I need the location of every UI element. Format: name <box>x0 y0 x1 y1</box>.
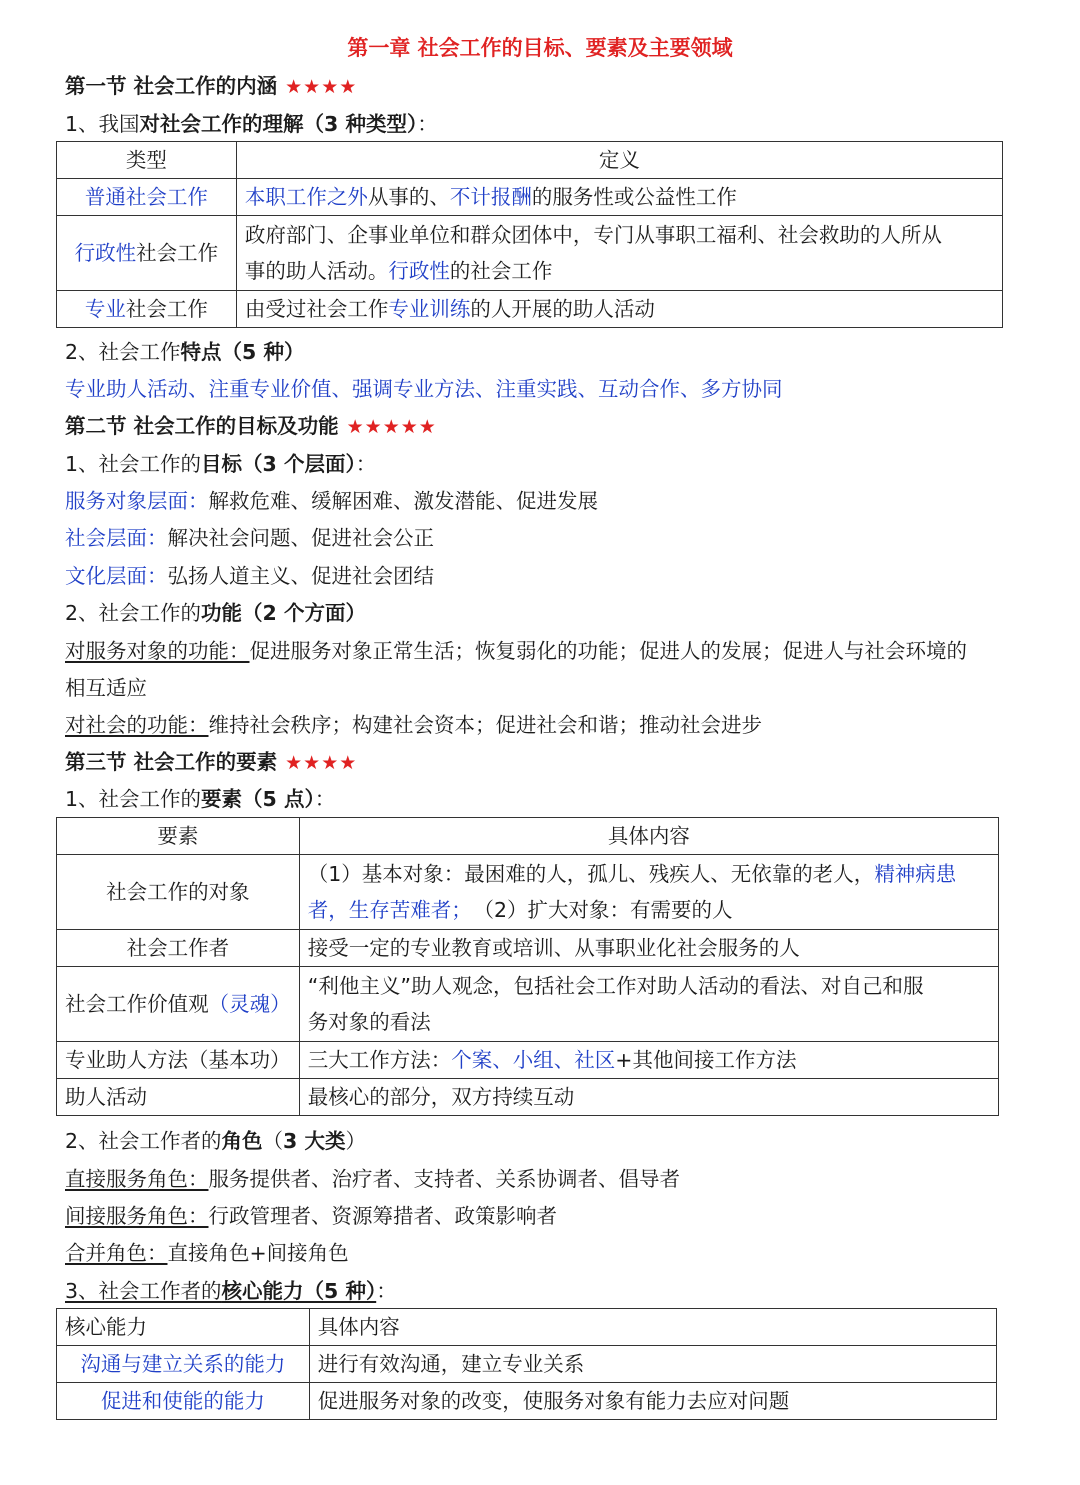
type-rest: 社会工作 <box>136 241 219 265</box>
table-header-row <box>57 818 999 855</box>
role-label: 间接服务角色： <box>65 1204 209 1228</box>
q-prefix: 2、社会工作者的 <box>65 1129 222 1153</box>
q-prefix: 2、社会工作 <box>65 340 181 364</box>
table-row <box>57 216 1003 291</box>
q-colon: ： <box>314 787 336 811</box>
element-highlight: （灵魂） <box>208 992 291 1016</box>
table-row <box>57 1042 999 1079</box>
types-table <box>56 141 1003 328</box>
type-cell <box>57 216 237 291</box>
table-row <box>57 930 999 967</box>
role-text: 行政管理者、资源筹措者、政策影响者 <box>208 1204 557 1228</box>
s1-question-1 <box>65 109 438 139</box>
header-cell: 要素 <box>57 818 300 855</box>
function-line <box>65 710 762 740</box>
ability-cell: 促进和使能的能力 <box>57 1383 310 1420</box>
table-header-row <box>57 142 1003 179</box>
type-key: 行政性 <box>74 241 137 265</box>
table-row <box>57 1346 997 1383</box>
header-cell: 类型 <box>57 142 237 179</box>
star-rating-icon: ★★★★ <box>285 76 358 98</box>
goal-label: 服务对象层面： <box>65 489 209 513</box>
role-text: 服务提供者、治疗者、支持者、关系协调者、倡导者 <box>208 1167 680 1191</box>
table-row <box>57 179 1003 216</box>
table-row <box>57 1383 997 1420</box>
element-cell <box>57 967 300 1042</box>
content-text: 三大工作方法： <box>307 1048 452 1072</box>
section-2-heading <box>65 411 437 442</box>
function-label: 对社会的功能： <box>65 713 209 737</box>
star-rating-icon: ★★★★★ <box>346 416 437 438</box>
elements-table <box>56 817 999 1116</box>
q-bold: 目标（3 个层面） <box>201 452 356 476</box>
section-1-title: 第一节 社会工作的内涵 <box>65 74 278 98</box>
header-cell: 具体内容 <box>299 818 998 855</box>
role-line <box>65 1238 349 1268</box>
element-cell: 助人活动 <box>57 1079 300 1116</box>
content-cell: 促进服务对象的改变，使服务对象有能力去应对问题 <box>309 1383 996 1420</box>
content-text: （2）扩大对象：有需要的人 <box>483 898 733 922</box>
q-paren: ） <box>345 1129 366 1153</box>
type-rest: 社会工作 <box>125 297 208 321</box>
goal-label: 文化层面： <box>65 564 168 588</box>
element-text: 社会工作价值观 <box>65 992 209 1016</box>
def-text: 的服务性或公益性工作 <box>531 185 737 209</box>
content-highlight: 个案、小组、社区 <box>451 1048 616 1072</box>
def-text: 的人开展的助人活动 <box>470 297 655 321</box>
section-1-heading <box>65 71 357 102</box>
content-cell <box>299 1042 998 1079</box>
section-3-title: 第三节 社会工作的要素 <box>65 750 278 774</box>
q-colon: ： <box>376 1279 397 1303</box>
features-line: 专业助人活动、注重专业价值、强调专业方法、注重实践、互动合作、多方协同 <box>65 377 783 401</box>
role-text: 直接角色+间接角色 <box>167 1241 349 1265</box>
q-colon: ： <box>355 452 377 476</box>
definition-cell <box>236 216 1002 291</box>
role-line <box>65 1164 680 1194</box>
q-prefix: 1、社会工作的 <box>65 787 202 811</box>
q-bold: 角色 <box>221 1129 263 1153</box>
element-cell: 社会工作的对象 <box>57 855 300 930</box>
content-text: “利他主义”助人观念，包括社会工作对助人活动的看法、对自己和服 <box>307 974 924 998</box>
type-key: 普通 <box>84 185 126 209</box>
table-row <box>57 967 999 1042</box>
element-cell: 社会工作者 <box>57 930 300 967</box>
content-cell: 进行有效沟通，建立专业关系 <box>309 1346 996 1383</box>
q-prefix: 1、我国 <box>65 112 140 136</box>
q-prefix: 1、社会工作的 <box>65 452 202 476</box>
table-row <box>57 1079 999 1116</box>
chapter-title: 第一章 社会工作的目标、要素及主要领域 <box>347 36 733 60</box>
definition-cell <box>236 291 1002 328</box>
role-label: 直接服务角色： <box>65 1167 209 1191</box>
q-paren: （ <box>262 1129 284 1153</box>
abilities-table <box>56 1308 997 1420</box>
type-key: 专业 <box>84 297 126 321</box>
content-text: （1）基本对象：最困难的人，孤儿、残疾人、无依靠的老人， <box>307 862 875 886</box>
s3-question-3 <box>65 1276 397 1306</box>
def-highlight: 专业训练 <box>388 297 471 321</box>
role-line <box>65 1201 557 1231</box>
def-text: 由受过社会工作 <box>244 297 389 321</box>
function-line <box>65 636 967 666</box>
q-colon: ： <box>417 112 438 136</box>
content-cell: 接受一定的专业教育或培训、从事职业化社会服务的人 <box>299 930 998 967</box>
q-prefix: 2、社会工作的 <box>65 601 202 625</box>
goal-line <box>65 523 434 553</box>
q-bold: 功能（2 个方面） <box>201 601 366 625</box>
star-rating-icon: ★★★★ <box>285 752 358 774</box>
q-bold: 对社会工作的理解（3 种类型） <box>139 112 418 136</box>
def-text: 政府部门、企事业单位和群众团体中，专门从事职工福利、社会救助的人所从 <box>244 223 942 247</box>
q-bold: 要素（5 点） <box>201 787 315 811</box>
header-cell: 定义 <box>236 142 1002 179</box>
goal-line <box>65 561 434 591</box>
goal-line <box>65 486 598 516</box>
q-prefix: 3、社会工作者的 <box>65 1279 222 1303</box>
role-label: 合并角色： <box>65 1241 168 1265</box>
type-rest: 社会工作 <box>125 185 208 209</box>
def-text: 事的助人活动。 <box>244 259 389 283</box>
q-bold: 3 大类 <box>283 1129 346 1153</box>
type-cell <box>57 179 237 216</box>
content-text: 务对象的看法 <box>307 1010 431 1034</box>
s3-question-1 <box>65 784 335 814</box>
element-cell: 专业助人方法（基本功） <box>57 1042 300 1079</box>
function-line-cont: 相互适应 <box>65 676 147 700</box>
content-cell: 最核心的部分，双方持续互动 <box>299 1079 998 1116</box>
content-cell <box>299 855 998 930</box>
goal-text: 解决社会问题、促进社会公正 <box>167 526 434 550</box>
q-bold: 特点（5 种） <box>180 340 305 364</box>
goal-text: 弘扬人道主义、促进社会团结 <box>167 564 434 588</box>
def-highlight: 行政性 <box>388 259 450 283</box>
s2-question-1 <box>65 449 376 479</box>
table-row <box>57 291 1003 328</box>
goal-label: 社会层面： <box>65 526 168 550</box>
content-highlight: 者，生存苦难者； <box>307 898 472 922</box>
definition-cell <box>236 179 1002 216</box>
s3-question-2 <box>65 1126 366 1156</box>
function-text: 促进服务对象正常生活；恢复弱化的功能；促进人的发展；促进人与社会环境的 <box>249 639 967 663</box>
q-bold: 核心能力（5 种） <box>221 1279 377 1303</box>
s1-question-2 <box>65 337 304 367</box>
function-label: 对服务对象的功能： <box>65 639 250 663</box>
section-2-title: 第二节 社会工作的目标及功能 <box>65 414 339 438</box>
table-header-row <box>57 1309 997 1346</box>
q-underlined <box>65 1279 376 1303</box>
header-cell: 核心能力 <box>57 1309 310 1346</box>
def-highlight: 本职工作之外 <box>244 185 368 209</box>
def-highlight: 不计报酬 <box>449 185 532 209</box>
ability-cell: 沟通与建立关系的能力 <box>57 1346 310 1383</box>
section-3-heading <box>65 747 357 778</box>
table-row <box>57 855 999 930</box>
header-cell: 具体内容 <box>309 1309 996 1346</box>
content-text: +其他间接工作方法 <box>615 1048 797 1072</box>
content-cell <box>299 967 998 1042</box>
function-text: 维持社会秩序；构建社会资本；促进社会和谐；推动社会进步 <box>208 713 762 737</box>
s2-question-2 <box>65 598 366 628</box>
type-cell <box>57 291 237 328</box>
content-highlight: 精神病患 <box>874 862 957 886</box>
def-text: 从事的、 <box>367 185 450 209</box>
def-text: 的社会工作 <box>449 259 553 283</box>
goal-text: 解救危难、缓解困难、激发潜能、促进发展 <box>208 489 598 513</box>
